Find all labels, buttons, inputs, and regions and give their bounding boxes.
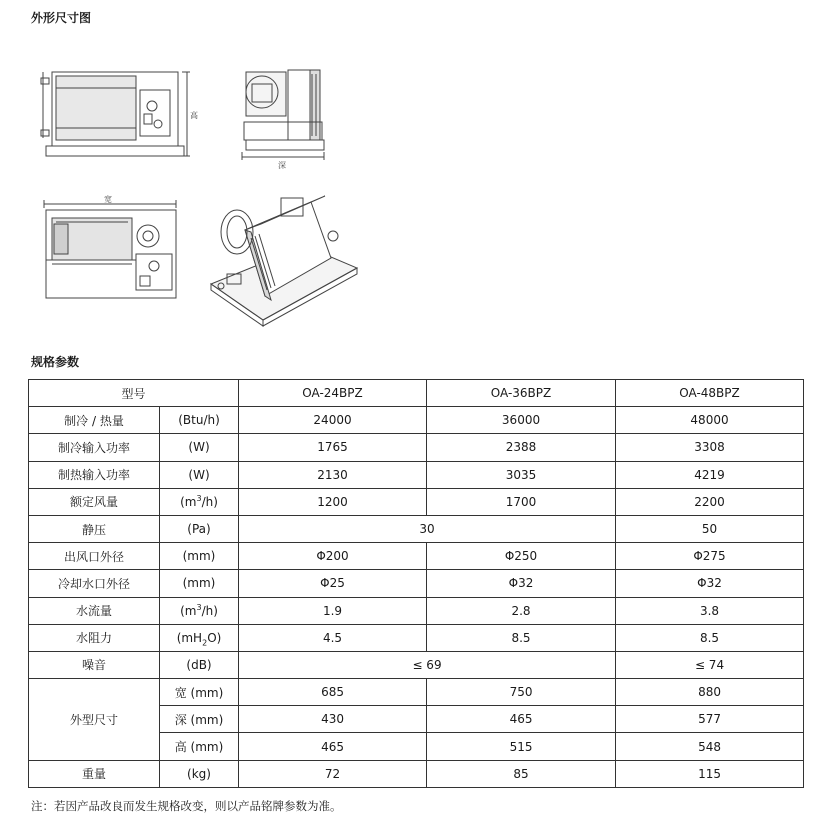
row-unit: 深 (mm) [160,706,239,733]
table-row-water-flow [29,597,804,624]
row-unit: (kg) [160,760,239,787]
table-row-noise [29,651,804,678]
table-row-model [29,380,804,407]
cell: ≤ 74 [616,651,804,678]
row-label: 制冷 / 热量 [29,407,160,434]
model-1: OA-24BPZ [239,380,427,407]
cell: 4219 [616,461,804,488]
table-row-cool-power [29,434,804,461]
row-label: 制热输入功率 [29,461,160,488]
cell: Φ275 [616,543,804,570]
cell: 2.8 [427,597,616,624]
cell: 465 [427,706,616,733]
cell: 750 [427,679,616,706]
cell: 3.8 [616,597,804,624]
row-unit: 宽 (mm) [160,679,239,706]
table-row-heat-power [29,461,804,488]
cell: 24000 [239,407,427,434]
row-unit: (mm) [160,543,239,570]
row-label: 重量 [29,760,160,787]
cell: 1765 [239,434,427,461]
cell: 685 [239,679,427,706]
cell: 2200 [616,488,804,515]
cell: 50 [616,515,804,542]
row-unit: $(m^3/h)$ [160,488,239,515]
table-row-static [29,515,804,542]
cell: 1200 [239,488,427,515]
row-label: 外型尺寸 [29,679,160,761]
cell: 1.9 [239,597,427,624]
row-label: 水阻力 [29,624,160,651]
cell: Φ32 [616,570,804,597]
row-label: 噪音 [29,651,160,678]
footnote: 注：若因产品改良而发生规格改变，则以产品铭牌参数为准。 [31,799,342,813]
cell-merged: ≤ 69 [239,651,616,678]
row-unit: $(m^3/h)$ [160,597,239,624]
cell: 577 [616,706,804,733]
row-label: 制冷输入功率 [29,434,160,461]
table-row-water-resistance [29,624,804,651]
cell: 3308 [616,434,804,461]
cell: 2130 [239,461,427,488]
table-row-outlet [29,543,804,570]
row-unit: (mm) [160,570,239,597]
cell: 85 [427,760,616,787]
row-label: 静压 [29,515,160,542]
drawings-title: 外形尺寸图 [31,11,92,25]
row-unit: (Pa) [160,515,239,542]
row-unit: (W) [160,434,239,461]
row-unit: $(mH_2O)$ [160,624,239,651]
cell: 880 [616,679,804,706]
side-view-drawing [232,64,332,174]
cell: 8.5 [427,624,616,651]
front-view-drawing [40,66,200,166]
row-label: 水流量 [29,597,160,624]
cell: 3035 [427,461,616,488]
specs-title: 规格参数 [31,355,80,369]
cell: 2388 [427,434,616,461]
table-row-airflow [29,488,804,515]
row-label: 出风口外径 [29,543,160,570]
spec-table [28,379,804,788]
row-label: 额定风量 [29,488,160,515]
cell: Φ250 [427,543,616,570]
table-row-water-port [29,570,804,597]
isometric-view-drawing [205,188,365,328]
top-view-drawing [40,194,190,306]
row-unit: 高 (mm) [160,733,239,760]
cell: 465 [239,733,427,760]
cell: 72 [239,760,427,787]
cell: 430 [239,706,427,733]
model-3: OA-48BPZ [616,380,804,407]
table-row-capacity [29,407,804,434]
model-2: OA-36BPZ [427,380,616,407]
row-label: 冷却水口外径 [29,570,160,597]
cell: 48000 [616,407,804,434]
row-unit: (dB) [160,651,239,678]
table-row-dims-width [29,679,804,706]
row-unit: (Btu/h) [160,407,239,434]
cell: 515 [427,733,616,760]
depth-dim-label: 深 [278,161,286,170]
cell: 115 [616,760,804,787]
cell: 1700 [427,488,616,515]
width-dim-label: 宽 [104,195,112,204]
cell: 548 [616,733,804,760]
cell: 4.5 [239,624,427,651]
cell: 36000 [427,407,616,434]
table-row-weight [29,760,804,787]
model-header: 型号 [29,380,239,407]
cell-merged: 30 [239,515,616,542]
row-unit: (W) [160,461,239,488]
height-dim-label: 高 [190,111,198,120]
cell: Φ200 [239,543,427,570]
cell: 8.5 [616,624,804,651]
cell: Φ32 [427,570,616,597]
cell: Φ25 [239,570,427,597]
